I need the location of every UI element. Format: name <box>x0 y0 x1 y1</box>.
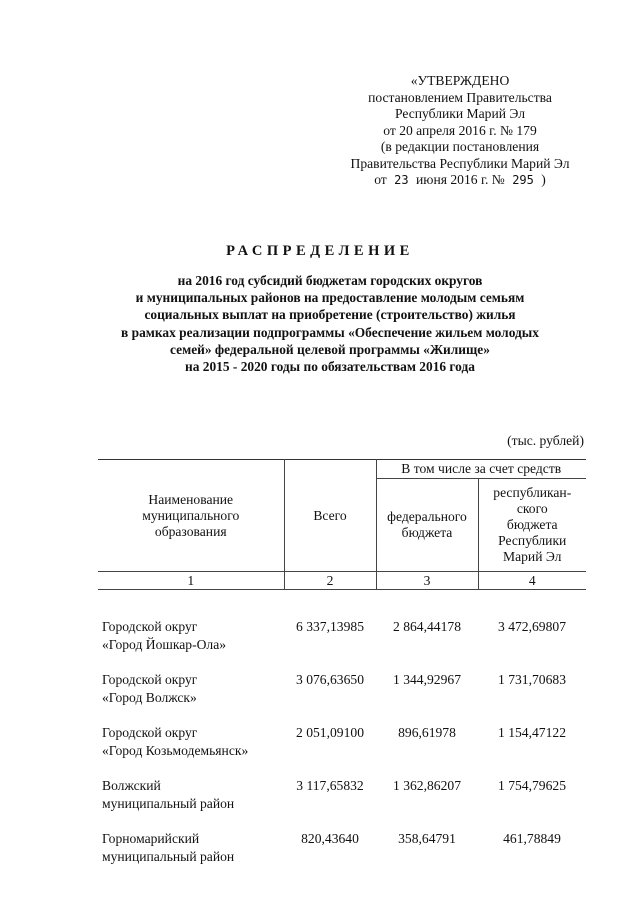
table-row <box>98 830 586 883</box>
header-name: Наименование муниципального образования <box>98 460 284 572</box>
approval-line: Республики Марий Эл <box>394 106 526 121</box>
column-number: 3 <box>376 572 478 590</box>
table-row <box>98 671 586 724</box>
row-federal: 1 344,92967 <box>393 672 461 687</box>
row-name-line: Городской округ <box>102 725 198 740</box>
row-name <box>98 590 284 672</box>
column-number: 2 <box>284 572 376 590</box>
row-name <box>98 830 284 883</box>
subtitle-line: и муниципальных районов на предоставление молодым семьям <box>135 290 525 306</box>
unit-note: (тыс. рублей) <box>507 433 584 448</box>
row-name-line: «Город Козьмодемьянск» <box>102 743 249 758</box>
header-group: В том числе за счет средств <box>376 460 586 479</box>
distribution-table <box>98 459 586 883</box>
row-name <box>98 777 284 830</box>
row-republic: 461,78849 <box>503 831 561 846</box>
row-federal: 2 864,44178 <box>393 619 461 634</box>
revision-prefix: от <box>374 172 387 187</box>
row-name-line: «Город Волжск» <box>102 690 197 705</box>
row-name-line: Городской округ <box>102 672 198 687</box>
row-name-line: Горномарийский <box>102 831 200 846</box>
subtitle-line: социальных выплат на приобретение (строительство) жилья <box>144 307 516 323</box>
row-republic: 1 154,47122 <box>498 725 566 740</box>
row-total: 3 076,63650 <box>296 672 364 687</box>
row-name-line: Городской округ <box>102 619 198 634</box>
row-federal: 358,64791 <box>398 831 456 846</box>
header-republic: республикан- ского бюджета Республики Марий Эл <box>478 479 586 572</box>
revision-month: июня 2016 г. № <box>416 172 505 187</box>
document-subtitle <box>40 272 620 375</box>
row-name-line: «Город Йошкар-Ола» <box>102 637 227 652</box>
approval-revision-line <box>330 172 590 189</box>
approval-heading: «УТВЕРЖДЕНО <box>410 73 510 88</box>
row-federal: 896,61978 <box>398 725 456 740</box>
revision-day: 23 <box>394 173 409 187</box>
approval-line: постановлением Правительства <box>368 89 552 105</box>
subtitle-line: на 2015 - 2020 годы по обязательствам 2016 года <box>185 359 475 375</box>
row-republic: 1 731,70683 <box>498 672 566 687</box>
row-name <box>98 671 284 724</box>
row-name <box>98 724 284 777</box>
column-number: 4 <box>478 572 586 590</box>
header-total: Всего <box>284 460 376 572</box>
approval-line: Правительства Республики Марий Эл <box>350 155 570 171</box>
row-name-line: муниципальный район <box>102 796 235 811</box>
row-republic: 1 754,79625 <box>498 778 566 793</box>
row-federal: 1 362,86207 <box>393 778 461 793</box>
table-row <box>98 777 586 830</box>
row-name-line: муниципальный район <box>102 849 235 864</box>
subtitle-line: на 2016 год субсидий бюджетам городских округов <box>177 273 483 288</box>
row-total: 6 337,13985 <box>296 619 364 634</box>
table-row <box>98 590 586 672</box>
document-title: РАСПРЕДЕЛЕНИЕ <box>226 243 414 259</box>
approval-stamp <box>330 73 590 189</box>
table-row <box>98 724 586 777</box>
approval-date-line: от 20 апреля 2016 г. № 179 <box>383 122 537 138</box>
row-total: 820,43640 <box>301 831 359 846</box>
row-name-line: Волжский <box>102 778 161 793</box>
approval-line: (в редакции постановления <box>380 139 540 154</box>
row-total: 3 117,65832 <box>296 778 364 793</box>
subtitle-line: семей» федеральной целевой программы «Жилище» <box>170 341 490 357</box>
header-federal: федерального бюджета <box>376 479 478 572</box>
column-number-row <box>98 572 586 590</box>
subtitle-line: в рамках реализации подпрограммы «Обеспечение жильем молодых <box>121 324 539 340</box>
row-total: 2 051,09100 <box>296 725 364 740</box>
revision-number: 295 <box>512 173 534 187</box>
revision-suffix: ) <box>541 172 546 187</box>
row-republic: 3 472,69807 <box>498 619 566 634</box>
column-number: 1 <box>98 572 284 590</box>
